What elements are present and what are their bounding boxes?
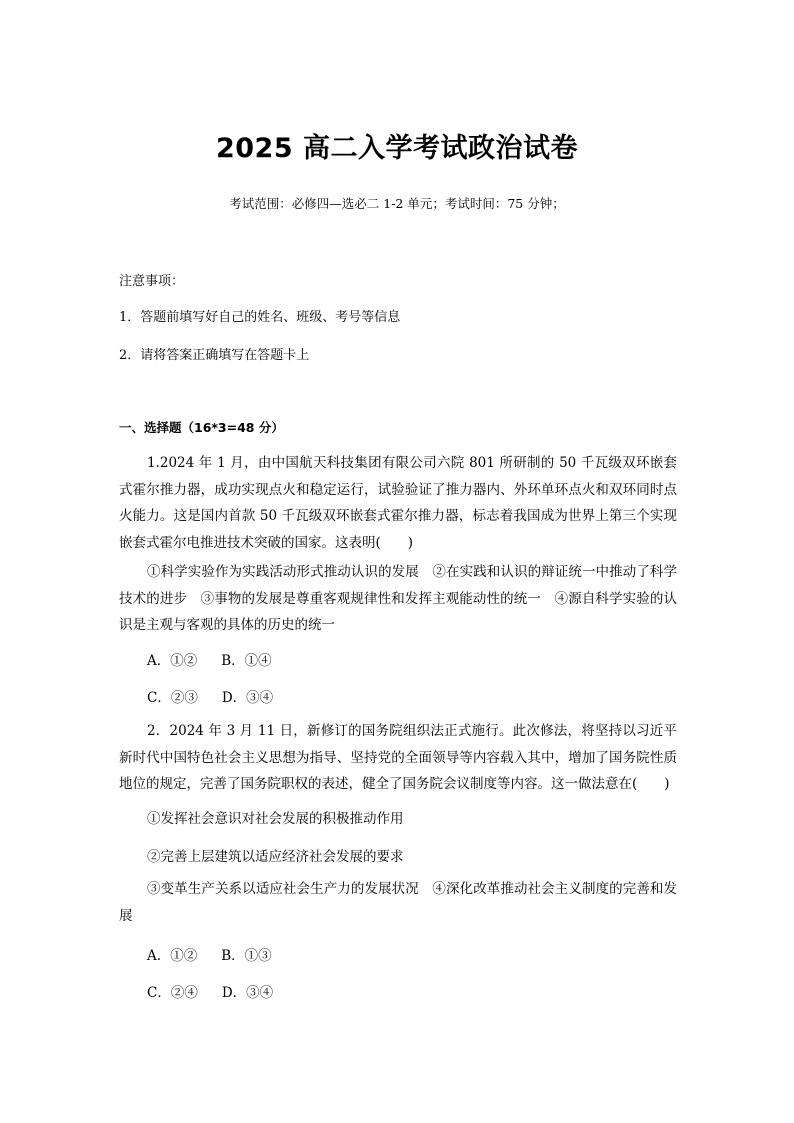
question-1-option-c[interactable]: C．②③ [147, 690, 198, 706]
question-1-option-b[interactable]: B．①④ [221, 653, 272, 669]
question-1-options-row-2 [147, 686, 273, 706]
section-heading: 一、选择题（16*3=48 分） [119, 420, 284, 435]
page-title: 2025 高二入学考试政治试卷 [215, 133, 579, 164]
question-2-statement-3: ③变革生产关系以适应社会生产力的发展状况 ④深化改革推动社会主义制度的完善和发展 [119, 881, 677, 924]
question-2-options-row-2 [147, 981, 273, 1001]
question-1-option-a[interactable]: A．①② [147, 653, 198, 669]
question-2-statement-1: ①发挥社会意识对社会发展的积极推动作用 [147, 811, 404, 827]
question-1-stem: 1.2024 年 1 月，由中国航天科技集团有限公司六院 801 所研制的 50 千瓦级双环嵌套式霍尔推力器，成功实现点火和稳定运行，试验验证了推力器内、外环单环点火和双环同时点火能力。这是国内首款 50 千瓦级双环嵌套式霍尔推力器，标志着我国成为世界上第三个实现嵌套式霍尔电推进技术突破的国家。这表明( ) [119, 455, 677, 551]
note-item-2: 2．请将答案正确填写在答题卡上 [119, 348, 310, 363]
notes-heading: 注意事项： [119, 274, 185, 289]
question-2-option-c[interactable]: C．②④ [147, 985, 198, 1001]
question-2-statement-2: ②完善上层建筑以适应经济社会发展的要求 [147, 849, 404, 865]
exam-info: 考试范围：必修四—选必二 1-2 单元；考试时间：75 分钟； [229, 196, 565, 211]
question-2-options-row-1 [147, 944, 272, 964]
question-1-statements: ①科学实验作为实践活动形式推动认识的发展 ②在实践和认识的辩证统一中推动了科学技术的进步 ③事物的发展是尊重客观规律性和发挥主观能动性的统一 ④源自科学实验的认识是主观与客观的具体的历史的统一 [119, 564, 677, 633]
question-1-options-row-1 [147, 649, 272, 669]
question-2-option-d[interactable]: D．③④ [221, 985, 274, 1001]
question-1-option-d[interactable]: D．③④ [221, 690, 274, 706]
question-2-stem: 2．2024 年 3 月 11 日，新修订的国务院组织法正式施行。此次修法，将坚持以习近平新时代中国特色社会主义思想为指导、坚持党的全面领导等内容载入其中，增加了国务院性质地位的规定，完善了国务院职权的表述，健全了国务院会议制度等内容。这一做法意在( ) [119, 723, 677, 792]
question-2-option-a[interactable]: A．①② [147, 948, 198, 964]
note-item-1: 1．答题前填写好自己的姓名、班级、考号等信息 [119, 310, 401, 325]
question-2-option-b[interactable]: B．①③ [221, 948, 272, 964]
